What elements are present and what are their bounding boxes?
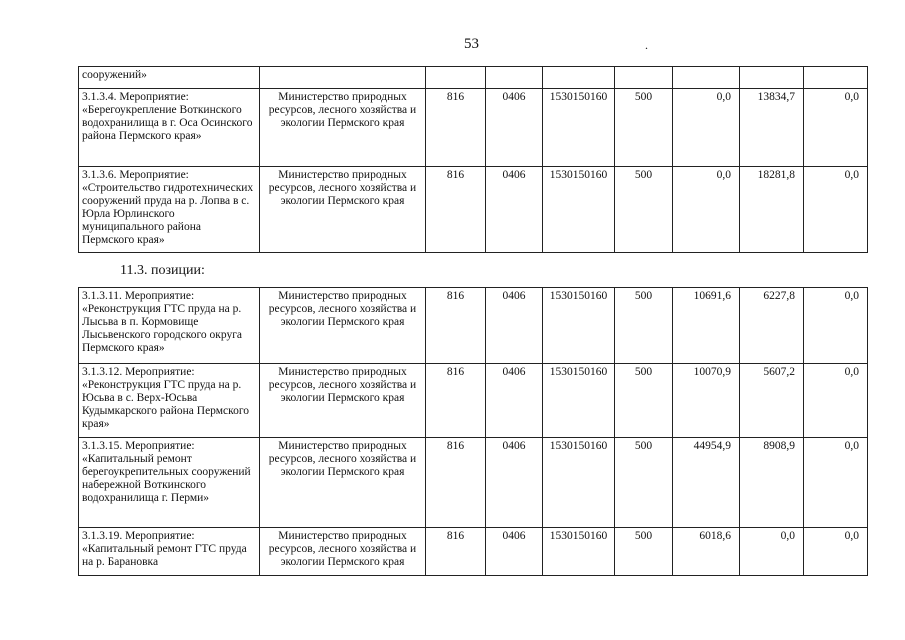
table-row	[79, 288, 868, 364]
amount-year3-cell: 0,0	[804, 528, 868, 576]
budget-table-bottom	[78, 287, 868, 576]
table-row	[79, 67, 868, 89]
table-row	[79, 167, 868, 253]
expense-type-cell	[615, 67, 673, 89]
ministry-code-cell	[426, 67, 486, 89]
amount-year3-cell: 0,0	[804, 89, 868, 167]
event-name-cell: 3.1.3.4. Мероприятие: «Берегоукрепление Воткинского водохранилища в г. Оса Осинского района Пермского края»	[79, 89, 260, 167]
budget-table-top	[78, 66, 868, 253]
organization-cell	[260, 67, 426, 89]
section-code-cell: 0406	[486, 89, 543, 167]
target-code-cell: 1530150160	[543, 438, 615, 528]
amount-year2-cell: 13834,7	[740, 89, 804, 167]
ministry-code-cell: 816	[426, 438, 486, 528]
organization-cell: Министерство природных ресурсов, лесного хозяйства и экологии Пермского края	[260, 438, 426, 528]
amount-year1-cell: 44954,9	[673, 438, 740, 528]
table-row	[79, 89, 868, 167]
target-code-cell: 1530150160	[543, 364, 615, 438]
event-name-cell: 3.1.3.15. Мероприятие: «Капитальный ремонт берегоукрепительных сооружений набережной Воткинского водохранилища г. Перми»	[79, 438, 260, 528]
amount-year2-cell	[740, 67, 804, 89]
amount-year2-cell: 6227,8	[740, 288, 804, 364]
amount-year1-cell	[673, 67, 740, 89]
target-code-cell: 1530150160	[543, 89, 615, 167]
event-name-cell: 3.1.3.12. Мероприятие: «Реконструкция ГТС пруда на р. Юсьва в с. Верх-Юсьва Кудымкарского района Пермского края»	[79, 364, 260, 438]
section-code-cell: 0406	[486, 167, 543, 253]
amount-year3-cell: 0,0	[804, 288, 868, 364]
amount-year1-cell: 10070,9	[673, 364, 740, 438]
event-name-cell: 3.1.3.6. Мероприятие: «Строительство гидротехнических сооружений пруда на р. Лопва в с. Юрла Юрлинского муниципального района Пермского края»	[79, 167, 260, 253]
expense-type-cell: 500	[615, 167, 673, 253]
expense-type-cell: 500	[615, 438, 673, 528]
ministry-code-cell: 816	[426, 89, 486, 167]
section-code-cell: 0406	[486, 528, 543, 576]
ministry-code-cell: 816	[426, 288, 486, 364]
expense-type-cell: 500	[615, 364, 673, 438]
organization-cell: Министерство природных ресурсов, лесного хозяйства и экологии Пермского края	[260, 288, 426, 364]
target-code-cell: 1530150160	[543, 167, 615, 253]
section-heading: 11.3. позиции:	[120, 263, 205, 278]
organization-cell: Министерство природных ресурсов, лесного хозяйства и экологии Пермского края	[260, 364, 426, 438]
amount-year2-cell: 8908,9	[740, 438, 804, 528]
expense-type-cell: 500	[615, 288, 673, 364]
amount-year3-cell: 0,0	[804, 167, 868, 253]
section-code-cell: 0406	[486, 288, 543, 364]
target-code-cell	[543, 67, 615, 89]
amount-year1-cell: 6018,6	[673, 528, 740, 576]
event-name-cell: сооружений»	[79, 67, 260, 89]
amount-year1-cell: 10691,6	[673, 288, 740, 364]
event-name-cell: 3.1.3.19. Мероприятие: «Капитальный ремонт ГТС пруда на р. Барановка	[79, 528, 260, 576]
table-row	[79, 364, 868, 438]
section-code-cell	[486, 67, 543, 89]
page-dot: .	[645, 38, 648, 52]
organization-cell: Министерство природных ресурсов, лесного хозяйства и экологии Пермского края	[260, 528, 426, 576]
table-row	[79, 438, 868, 528]
event-name-cell: 3.1.3.11. Мероприятие: «Реконструкция ГТС пруда на р. Лысьва в п. Кормовище Лысьвенского городского округа Пермского края»	[79, 288, 260, 364]
amount-year2-cell: 0,0	[740, 528, 804, 576]
expense-type-cell: 500	[615, 89, 673, 167]
ministry-code-cell: 816	[426, 528, 486, 576]
expense-type-cell: 500	[615, 528, 673, 576]
amount-year3-cell: 0,0	[804, 438, 868, 528]
section-code-cell: 0406	[486, 438, 543, 528]
section-code-cell: 0406	[486, 364, 543, 438]
table-row	[79, 528, 868, 576]
amount-year2-cell: 5607,2	[740, 364, 804, 438]
amount-year3-cell	[804, 67, 868, 89]
organization-cell: Министерство природных ресурсов, лесного хозяйства и экологии Пермского края	[260, 167, 426, 253]
amount-year1-cell: 0,0	[673, 167, 740, 253]
amount-year3-cell: 0,0	[804, 364, 868, 438]
ministry-code-cell: 816	[426, 167, 486, 253]
page-number: 53	[464, 36, 479, 52]
ministry-code-cell: 816	[426, 364, 486, 438]
amount-year1-cell: 0,0	[673, 89, 740, 167]
organization-cell: Министерство природных ресурсов, лесного хозяйства и экологии Пермского края	[260, 89, 426, 167]
target-code-cell: 1530150160	[543, 288, 615, 364]
target-code-cell: 1530150160	[543, 528, 615, 576]
amount-year2-cell: 18281,8	[740, 167, 804, 253]
